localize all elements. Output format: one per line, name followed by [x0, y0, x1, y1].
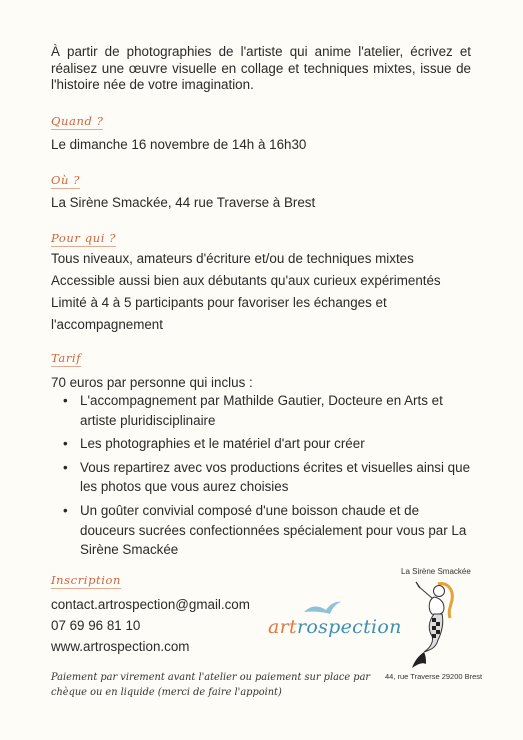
list-item: • Les photographies et le matériel d'art pour créer: [55, 434, 475, 454]
list-item: • Vous repartirez avec vos productions écrites et visuelles ainsi que les photos que vous aurez choisies: [55, 458, 475, 497]
sirene-address: 44, rue Traverse 29200 Brest: [385, 672, 483, 681]
logo-rospection: rospection: [296, 616, 402, 638]
heading-tarif: Tarif: [51, 351, 82, 365]
heading-ou: Où ?: [51, 173, 81, 187]
pour-qui-line: Accessible aussi bien aux débutants qu'aux curieux expérimentés: [51, 273, 441, 288]
pour-qui-list: [51, 248, 471, 336]
list-item: • L'accompagnement par Mathilde Gautier, Docteure en Arts et artiste pluridisciplinaire: [55, 391, 475, 430]
heading-inscription: Inscription: [51, 573, 122, 587]
payment-note: Paiement par virement avant l'atelier ou paiement sur place par chèque ou en liquide (merci de faire l'appoint): [51, 672, 371, 698]
pour-qui-line: Limité à 4 à 5 participants pour favoriser les échanges et l'accompagnement: [51, 295, 387, 332]
logo-art: art: [268, 616, 297, 638]
quand-text: Le dimanche 16 novembre de 14h à 16h30: [51, 137, 307, 152]
contact-block: [51, 594, 250, 657]
intro-paragraph: À partir de photographies de l'artiste qui anime l'atelier, écrivez et réalisez une œuvre visuelle en collage et techniques mixtes, issue de l'histoire née de votre imagination.: [51, 44, 471, 92]
tarif-intro: 70 euros par personne qui inclus :: [51, 375, 253, 390]
pour-qui-line: Tous niveaux, amateurs d'écriture et/ou de techniques mixtes: [51, 251, 414, 266]
list-item: • Un goûter convivial composé d'une boisson chaude et de douceurs sucrées confectionnées spécialement pour vous par La Sirène Smackée: [55, 501, 475, 560]
sirene-title: La Sirène Smackée: [401, 567, 471, 576]
heading-quand: Quand ?: [51, 114, 104, 128]
phone-number[interactable]: 07 69 96 81 10: [51, 618, 141, 633]
mermaid-illustration: [404, 578, 466, 670]
tarif-list: [55, 391, 475, 564]
website-link[interactable]: www.artrospection.com: [51, 639, 190, 654]
ou-text: La Sirène Smackée, 44 rue Traverse à Brest: [51, 195, 316, 210]
artrospection-logo: [268, 598, 402, 644]
heading-pour-qui: Pour qui ?: [51, 231, 117, 245]
email-link[interactable]: contact.artrospection@gmail.com: [51, 597, 250, 612]
